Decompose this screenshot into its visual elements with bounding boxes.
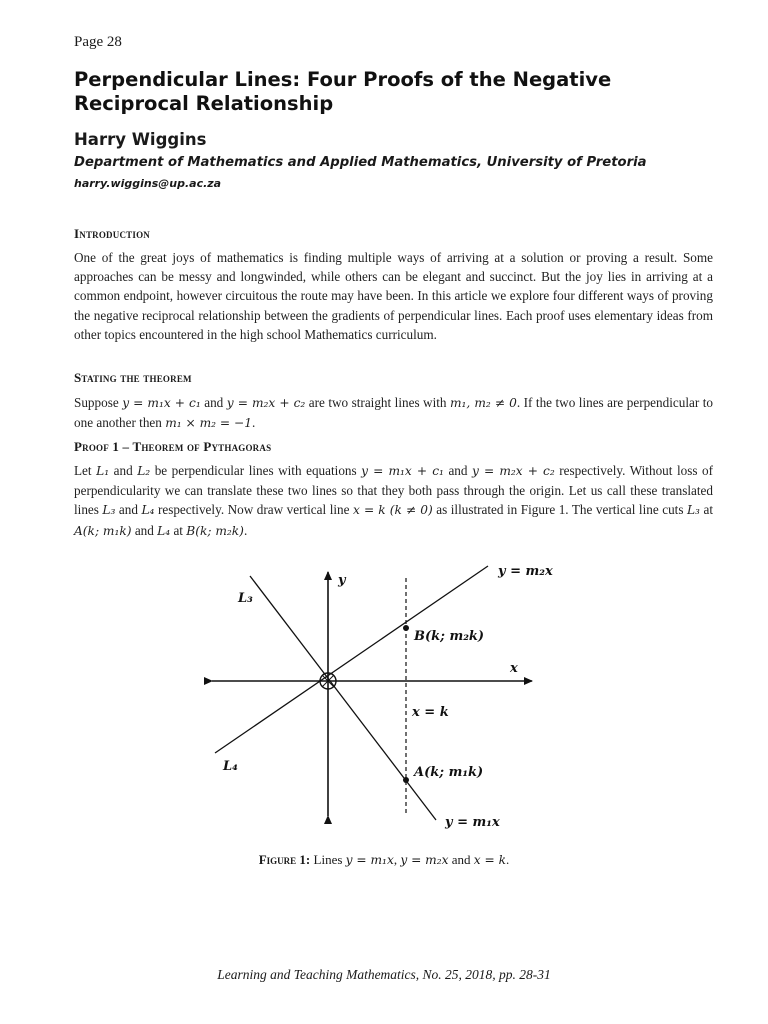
equation: x = k xyxy=(473,853,506,867)
equation: y = m₁x + c₁ xyxy=(361,464,444,478)
introduction-paragraph: One of the great joys of mathematics is finding multiple ways of arriving at a solution or proving a result. Some approaches can be messy and longwinded, while others can be elegant and succinct. But the joy lies in arriving at a common endpoint, however circuitous the route may have been. In this article we explore four different ways of proving the negative reciprocal relationship between the gradients of perpendicular lines. Each proof uses elementary ideas from other topics encountered in the high school Mathematics curriculum. xyxy=(74,250,713,342)
text-run: respectively. Now draw vertical line xyxy=(154,502,353,518)
text-run: . xyxy=(243,522,248,538)
text-run: at xyxy=(699,502,713,518)
equation: L₂ xyxy=(137,464,151,478)
text-run: Suppose xyxy=(74,395,123,410)
equation: y = m₂x xyxy=(400,853,449,867)
text-run: Let xyxy=(74,463,97,478)
point-a xyxy=(403,777,409,783)
figure-1-caption xyxy=(0,852,768,868)
author-name: Harry Wiggins xyxy=(74,130,207,149)
theorem-paragraph xyxy=(74,393,713,433)
x-axis-label: x xyxy=(510,661,518,676)
line-l4 xyxy=(215,566,488,753)
author-email[interactable]: harry.wiggins@up.ac.za xyxy=(74,177,222,190)
line-l3 xyxy=(250,576,436,820)
text-run: . xyxy=(251,415,256,431)
line-m2-label: y = m₂x xyxy=(498,564,553,579)
y-axis-label: y xyxy=(338,573,346,588)
text-run: and xyxy=(443,463,473,478)
point-b xyxy=(403,625,409,631)
equation: A(k; m₁k) xyxy=(74,523,132,538)
author-affiliation: Department of Mathematics and Applied Mathematics, University of Pretoria xyxy=(74,155,647,170)
equation: L₃ xyxy=(686,503,700,518)
text-run: as illustrated in Figure 1. The vertical line cuts xyxy=(432,502,687,518)
page-number: Page 28 xyxy=(74,34,122,50)
section-heading-theorem: Stating the theorem xyxy=(74,370,192,385)
text-run: Lines xyxy=(310,852,346,867)
text-run: . xyxy=(506,852,510,867)
equation: y = m₂x + c₂ xyxy=(226,396,306,410)
proof-1-paragraph xyxy=(74,461,713,541)
equation: y = m₁x xyxy=(345,853,394,867)
l3-label: L₃ xyxy=(238,591,253,606)
equation: y = m₂x + c₂ xyxy=(472,464,555,478)
equation: y = m₁x + c₁ xyxy=(122,396,201,410)
caption-label: Figure 1: xyxy=(258,852,311,867)
text-run: and xyxy=(200,395,227,410)
equation: L₄ xyxy=(141,503,155,518)
text-run: at xyxy=(170,522,187,538)
point-b-label: B(k; m₂k) xyxy=(414,629,485,644)
text-run: and xyxy=(448,852,474,867)
l4-label: L₄ xyxy=(223,759,238,774)
vertical-line-label: x = k xyxy=(412,705,449,720)
equation: m₁, m₂ ≠ 0 xyxy=(449,396,517,410)
journal-footer: Learning and Teaching Mathematics, No. 25, 2018, pp. 28-31 xyxy=(217,967,551,982)
text-run: and xyxy=(115,502,142,518)
equation: L₃ xyxy=(102,503,116,518)
text-run: are two straight lines with xyxy=(305,395,450,410)
line-m1-label: y = m₁x xyxy=(445,815,500,830)
point-a-label: A(k; m₁k) xyxy=(414,765,484,780)
equation: B(k; m₂k) xyxy=(186,523,244,538)
equation: L₄ xyxy=(157,523,171,538)
section-heading-introduction: Introduction xyxy=(74,226,150,241)
article-title: Perpendicular Lines: Four Proofs of the Negative Reciprocal Relationship xyxy=(74,68,612,115)
text-run: and xyxy=(109,463,138,478)
text-run: , xyxy=(393,852,401,867)
section-heading-proof-1: Proof 1 – Theorem of Pythagoras xyxy=(74,439,272,454)
text-run: respectively. Without loss of perpendicularity we can translate these two lines so that they both pass through the origin. Let us call these translated lines xyxy=(74,463,713,518)
equation: m₁ × m₂ = −1 xyxy=(165,416,252,431)
text-run: and xyxy=(131,522,158,538)
text-run: . If the two lines are perpendicular to one another then xyxy=(74,395,713,431)
figure-1-diagram xyxy=(200,558,560,833)
equation: x = k (k ≠ 0) xyxy=(352,503,433,518)
text-run: be perpendicular lines with equations xyxy=(150,463,362,478)
figure-1 xyxy=(200,558,560,833)
equation: L₁ xyxy=(96,464,110,478)
